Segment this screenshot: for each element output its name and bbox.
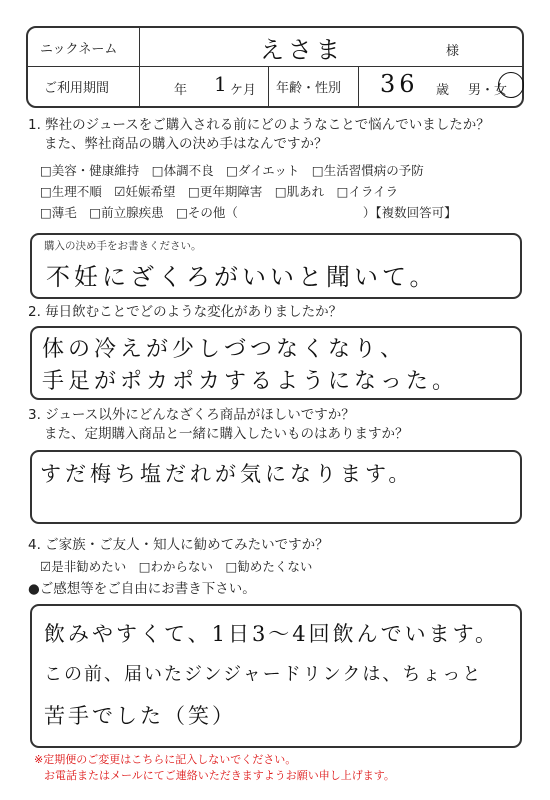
- impressions-box: [30, 604, 522, 748]
- year-unit: 年: [174, 83, 188, 98]
- q1-options: [40, 160, 530, 223]
- q4-title: 4. ご家族・ご友人・知人に勧めてみたいですか？: [28, 537, 329, 553]
- q3-answer: すだ梅ち塩だれが気になります。: [40, 462, 414, 486]
- q2-title: 2. 毎日飲むことでどのような変化がありましたか？: [28, 304, 343, 320]
- q1-title-line1: 1. 弊社のジュースをご購入される前にどのようなことで悩んでいましたか？: [28, 117, 490, 133]
- q4-options: ☑是非勧めたい □わからない □勧めたくない: [40, 559, 313, 574]
- q1-title-line2: また、弊社商品の購入の決め手はなんですか？: [44, 136, 328, 152]
- nickname-value: えさま: [260, 36, 344, 64]
- q1-box-label: 購入の決め手をお書きください。: [44, 240, 202, 252]
- month-unit: ケ月: [230, 83, 257, 98]
- q1-options-row3: □薄毛 □前立腺疾患 □その他（ ）【複数回答可】: [40, 205, 457, 220]
- impressions-line1: 飲みやすくて、1日3〜4回飲んでいます。: [44, 622, 499, 646]
- footer-note: [34, 752, 534, 784]
- q1-options-row2: □生理不順 ☑妊娠希望 □更年期障害 □肌あれ □イライラ: [40, 184, 399, 199]
- age-value: 36: [380, 70, 419, 98]
- q3-title-line2: また、定期購入商品と一緒に購入したいものはありますか？: [44, 426, 409, 442]
- q2-answer-line1: 体の冷えが少しづつなくなり、: [42, 337, 407, 362]
- month-value: 1: [214, 72, 231, 96]
- impressions-line2: この前、届いたジンジャードリンクは、ちょっと: [44, 664, 483, 685]
- q3-answer-box: [30, 450, 522, 524]
- q1-title: [28, 116, 528, 154]
- honorific: 様: [446, 44, 460, 59]
- footer-line1: ※定期便のご変更はこちらに記入しないでください。: [34, 753, 297, 766]
- impressions-title: ●ご感想等をご自由にお書き下さい。: [28, 581, 256, 597]
- q3-title-line1: 3. ジュース以外にどんなざくろ商品がほしいですか？: [28, 407, 355, 423]
- q1-options-row1: □美容・健康維持 □体調不良 □ダイエット □生活習慣病の予防: [40, 163, 424, 178]
- gender-circle: [498, 72, 524, 98]
- age-gender-label: 年齢・性別: [276, 81, 342, 96]
- nickname-label: ニックネーム: [40, 42, 118, 57]
- q2-answer-line2: 手足がポカポカするようになった。: [42, 369, 459, 394]
- header-table: [26, 26, 524, 108]
- q1-answer: 不妊にざくろがいいと聞いて。: [46, 263, 438, 291]
- q1-answer-box: [30, 233, 522, 299]
- footer-line2: お電話またはメールにてご連絡いただきますようお願い申し上げます。: [44, 769, 395, 782]
- age-unit: 歳: [436, 83, 450, 98]
- impressions-line3: 苦手でした（笑）: [44, 704, 236, 728]
- q3-title: [28, 406, 528, 444]
- gender-options: 男・女: [468, 83, 508, 98]
- period-label: ご利用期間: [44, 81, 110, 96]
- q2-answer-box: [30, 326, 522, 400]
